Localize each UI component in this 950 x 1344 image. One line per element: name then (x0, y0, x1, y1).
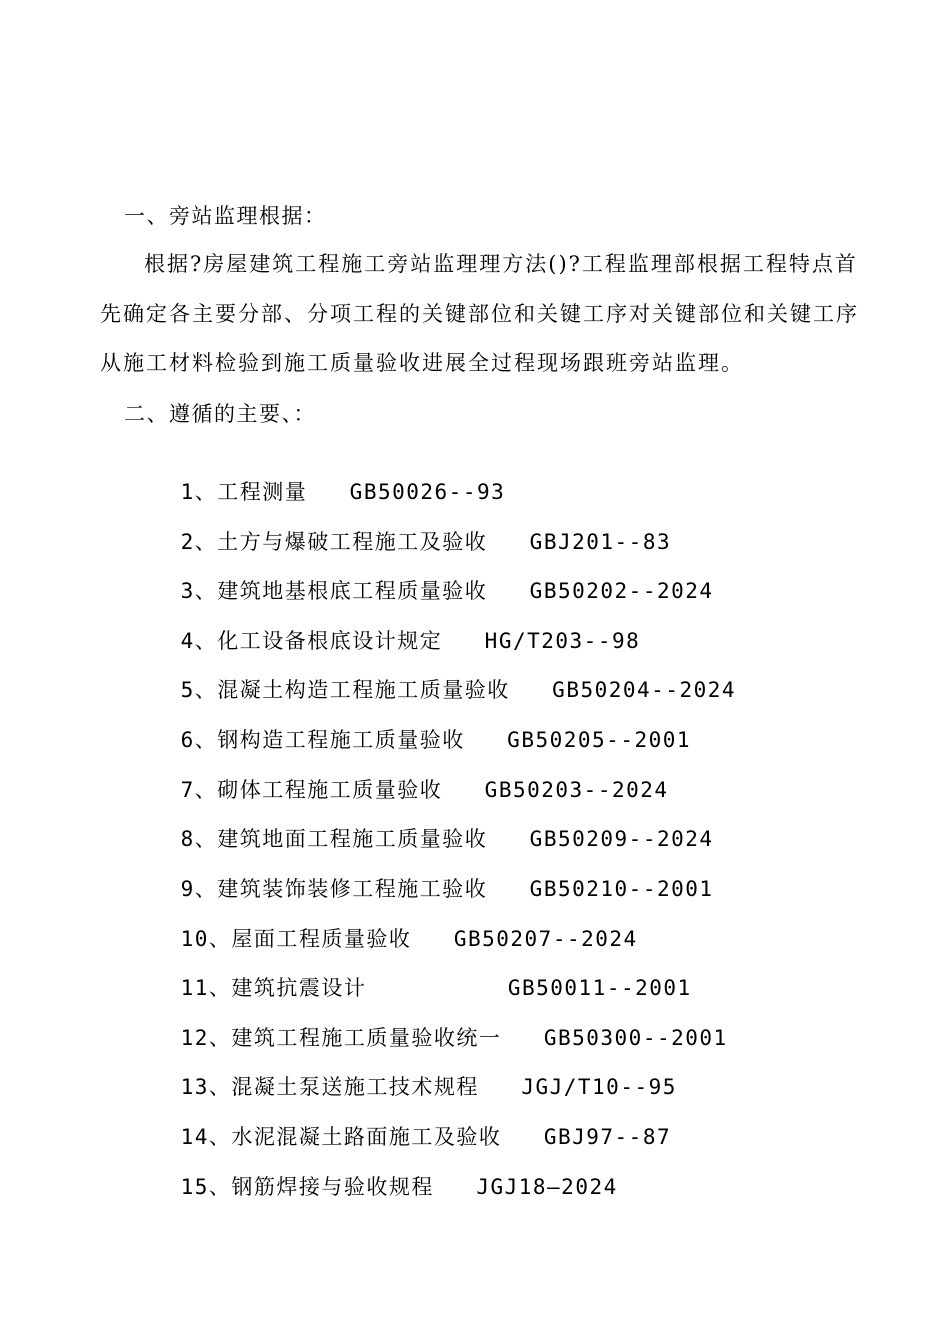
standard-code: HG/T203--98 (484, 629, 641, 653)
basis-paragraph (100, 240, 860, 389)
standard-title: 砌体工程施工质量验收 (217, 778, 443, 802)
standard-title: 混凝土构造工程施工质量验收 (217, 678, 510, 702)
standard-number: 3、 (180, 579, 218, 603)
standard-number: 4、 (180, 629, 218, 653)
standard-number: 5、 (180, 678, 218, 702)
standard-title: 建筑抗震设计 (231, 976, 367, 1000)
standard-title: 混凝土泵送施工技术规程 (231, 1075, 479, 1099)
standard-code: GB50026--93 (349, 480, 506, 504)
standard-number: 14、 (180, 1125, 232, 1149)
standard-number: 15、 (180, 1175, 232, 1199)
standard-title: 建筑工程施工质量验收统一 (231, 1026, 502, 1050)
standard-title: 屋面工程质量验收 (231, 927, 412, 951)
standard-code: GB50202--2024 (529, 579, 714, 603)
standard-title: 建筑地基根底工程质量验收 (217, 579, 488, 603)
standard-title: 钢筋焊接与验收规程 (231, 1175, 434, 1199)
section-heading-basis: 一、旁站监理根据： (124, 204, 327, 228)
standard-number: 2、 (180, 530, 218, 554)
standard-item (124, 1145, 618, 1229)
standard-number: 8、 (180, 827, 218, 851)
standard-number: 13、 (180, 1075, 232, 1099)
standard-code: GB50205--2001 (507, 728, 692, 752)
standard-number: 9、 (180, 877, 218, 901)
standard-number: 7、 (180, 778, 218, 802)
standard-number: 11、 (180, 976, 232, 1000)
standard-code: JGJ18—2024 (476, 1175, 618, 1199)
standard-code: GB50203--2024 (484, 778, 669, 802)
standard-title: 建筑装饰装修工程施工验收 (217, 877, 488, 901)
standard-title: 水泥混凝土路面施工及验收 (231, 1125, 502, 1149)
standard-code: GB50300--2001 (543, 1026, 728, 1050)
standard-code: GB50210--2001 (529, 877, 714, 901)
standard-code: GBJ97--87 (543, 1125, 672, 1149)
section-heading-standards: 二、遵循的主要、： (124, 402, 316, 426)
standard-code: GB50011--2001 (507, 976, 692, 1000)
standard-code: JGJ/T10--95 (521, 1075, 677, 1099)
standard-code: GB50207--2024 (453, 927, 638, 951)
standard-title: 化工设备根底设计规定 (217, 629, 443, 653)
standard-number: 6、 (180, 728, 218, 752)
standard-code: GB50204--2024 (552, 678, 737, 702)
standard-number: 10、 (180, 927, 232, 951)
spacer (434, 1175, 476, 1199)
standard-number: 12、 (180, 1026, 232, 1050)
basis-paragraph-text: 根据?房屋建筑工程施工旁站监理理方法()?工程监理部根据工程特点首先确定各主要分部、分项工程的关键部位和关键工序对关键部位和关键工序从施工材料检验到施工质量验收进展全过程现场跟班旁站监理。 (100, 252, 859, 375)
standard-title: 工程测量 (217, 480, 308, 504)
standard-code: GBJ201--83 (529, 530, 672, 554)
standard-code: GB50209--2024 (529, 827, 714, 851)
standard-title: 建筑地面工程施工质量验收 (217, 827, 488, 851)
standard-title: 土方与爆破工程施工及验收 (217, 530, 488, 554)
standard-title: 钢构造工程施工质量验收 (217, 728, 465, 752)
standard-number: 1、 (180, 480, 218, 504)
